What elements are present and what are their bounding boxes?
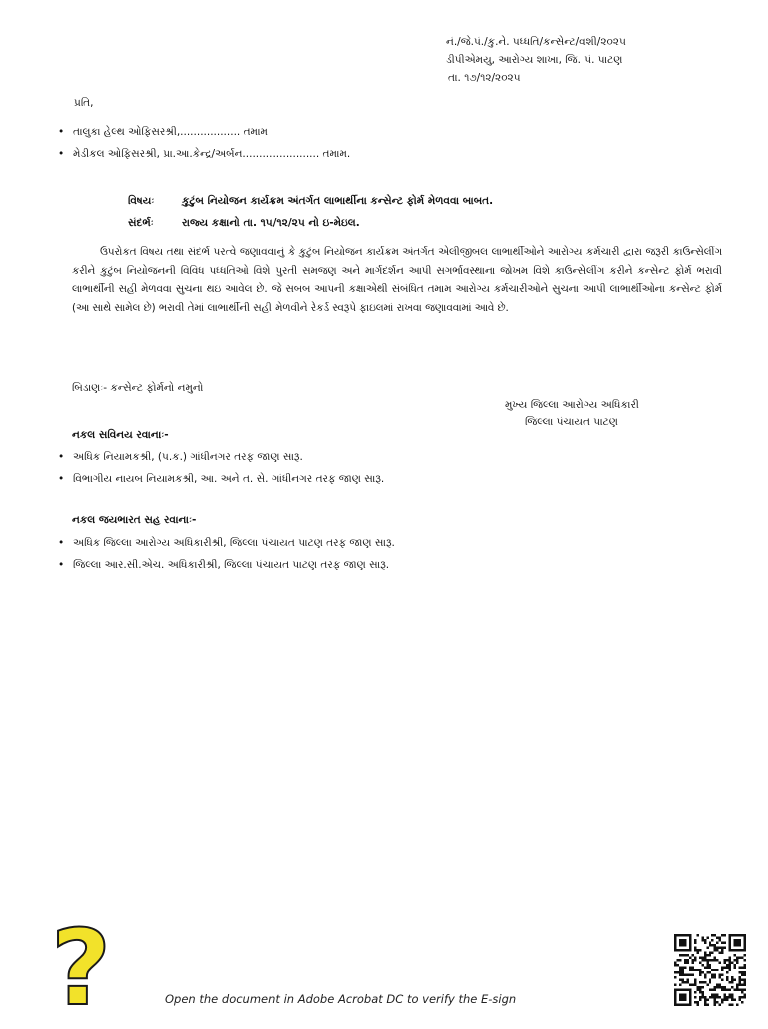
bullet-icon: •: [58, 451, 65, 463]
list-item: [58, 121, 350, 143]
reference-number: નં./જે.પં./કુ.ને. પધ્ધતિ/કન્સેન્ટ/વશી/૨૦૨૫: [446, 36, 626, 48]
recipient-list: [58, 121, 350, 165]
signatory-block: [505, 397, 639, 431]
bullet-icon: •: [58, 537, 65, 549]
signatory-office: જિલ્લા પંચાયત પાટણ: [525, 416, 618, 428]
reference-block: [446, 33, 626, 87]
list-item: [58, 554, 395, 576]
list-item: [58, 143, 350, 165]
list-item: [58, 468, 384, 490]
copy-text: અધિક નિયામકશ્રી, (પ.ક.) ગાંધીનગર તરફ જાણ સારૂ.: [73, 451, 303, 463]
list-item: [58, 446, 384, 468]
recipient-text: તાલુકા હેલ્થ ઓફિસરશ્રી,.................. તમામ: [73, 126, 268, 138]
letter-date: તા. ૧૭/૧૨/૨૦૨૫: [448, 72, 521, 84]
esign-question-icon[interactable]: ?: [50, 907, 112, 1029]
reference-label: સંદર્ભઃ: [128, 217, 154, 229]
list-item: [58, 532, 395, 554]
reference-line: [128, 212, 493, 234]
bullet-icon: •: [58, 148, 65, 160]
copy-respect-heading: નકલ સવિનય રવાનાઃ-: [72, 429, 169, 441]
verify-esign-text: Open the document in Adobe Acrobat DC to verify the E-sign: [165, 992, 517, 1006]
body-paragraph: ઉપરોકત વિષય તથા સંદર્ભ પરત્વે જણાવવાનું કે કુટુંબ નિયોજન કાર્યક્રમ અંતર્ગત એલીજીબલ લાભાર્થીઓને આરોગ્ય કર્મચારી દ્વારા જરૂરી કાઉન્સેલીંગ કરીને કુટુંબ નિયોજનની વિવિધ પધ્ધતિઓ વિશે પુરતી સમજણ અને માર્ગદર્શન આપી સગર્ભાવસ્થાના જોખમ વિશે કાઉન્સેલીંગ કરીને કન્સેન્ટ ફોર્મ ભરાવી લાભાર્થીની સહી મેળવવા સુચના થઇ આવેલ છે. જે સબબ આપની કક્ષાએથી સંબંધિત તમામ આરોગ્ય કર્મચારીઓને સુચના આપી લાભાર્થીઓના કન્સેન્ટ ફોર્મ (આ સાથે સામેલ છે) ભરાવી તેમાં લાભાર્થીની સહી મેળવીને રેકર્ડ સ્વરૂપે ફાઇલમાં રાખવા જણાવવામાં આવે છે.: [72, 246, 722, 314]
signatory-title: મુખ્ય જિલ્લા આરોગ્ય અધિકારી: [505, 399, 639, 411]
prati-label: પ્રતિ,: [74, 97, 94, 109]
bullet-icon: •: [58, 126, 65, 138]
copy-text: અધિક જિલ્લા આરોગ્ય અધિકારીશ્રી, જિલ્લા પંચાયત પાટણ તરફ જાણ સારૂ.: [73, 537, 395, 549]
enclosure-note: બિડાણઃ- કન્સેન્ટ ફોર્મનો નમુનો: [72, 382, 204, 394]
copy-text: જિલ્લા આર.સી.એચ. અધિકારીશ્રી, જિલ્લા પંચાયત પાટણ તરફ જાણ સારૂ.: [73, 559, 390, 571]
subject-label: વિષયઃ: [128, 195, 155, 207]
subject-text: કુટુંબ નિયોજન કાર્યક્રમ અંતર્ગત લાભાર્થીના કન્સેન્ટ ફોર્મ મેળવવા બાબત.: [182, 195, 494, 207]
bullet-icon: •: [58, 473, 65, 485]
subject-line: [128, 190, 493, 212]
qr-code-icon: [674, 934, 746, 1006]
reference-text: રાજ્ય કક્ષાનો તા. ૧૫/૧૨/૨૫ નો ઇ-મેઇલ.: [182, 217, 360, 229]
recipient-text: મેડીકલ ઓફિસરશ્રી, પ્રા.આ.કેન્દ્ર/અર્બન....................... તમામ.: [73, 148, 351, 160]
copy-jaybharat-list: [58, 532, 395, 576]
copy-respect-list: [58, 446, 384, 490]
office-name: ડીપીએમયુ, આરોગ્ય શાખા, જિ. પં. પાટણ: [446, 54, 623, 66]
bullet-icon: •: [58, 559, 65, 571]
subject-block: [128, 190, 493, 234]
copy-jaybharat-heading: નકલ જયભારત સહ રવાનાઃ-: [72, 514, 197, 526]
copy-text: વિભાગીય નાયબ નિયામકશ્રી, આ. અને ત. સે. ગાંધીનગર તરફ જાણ સારૂ.: [73, 473, 385, 485]
